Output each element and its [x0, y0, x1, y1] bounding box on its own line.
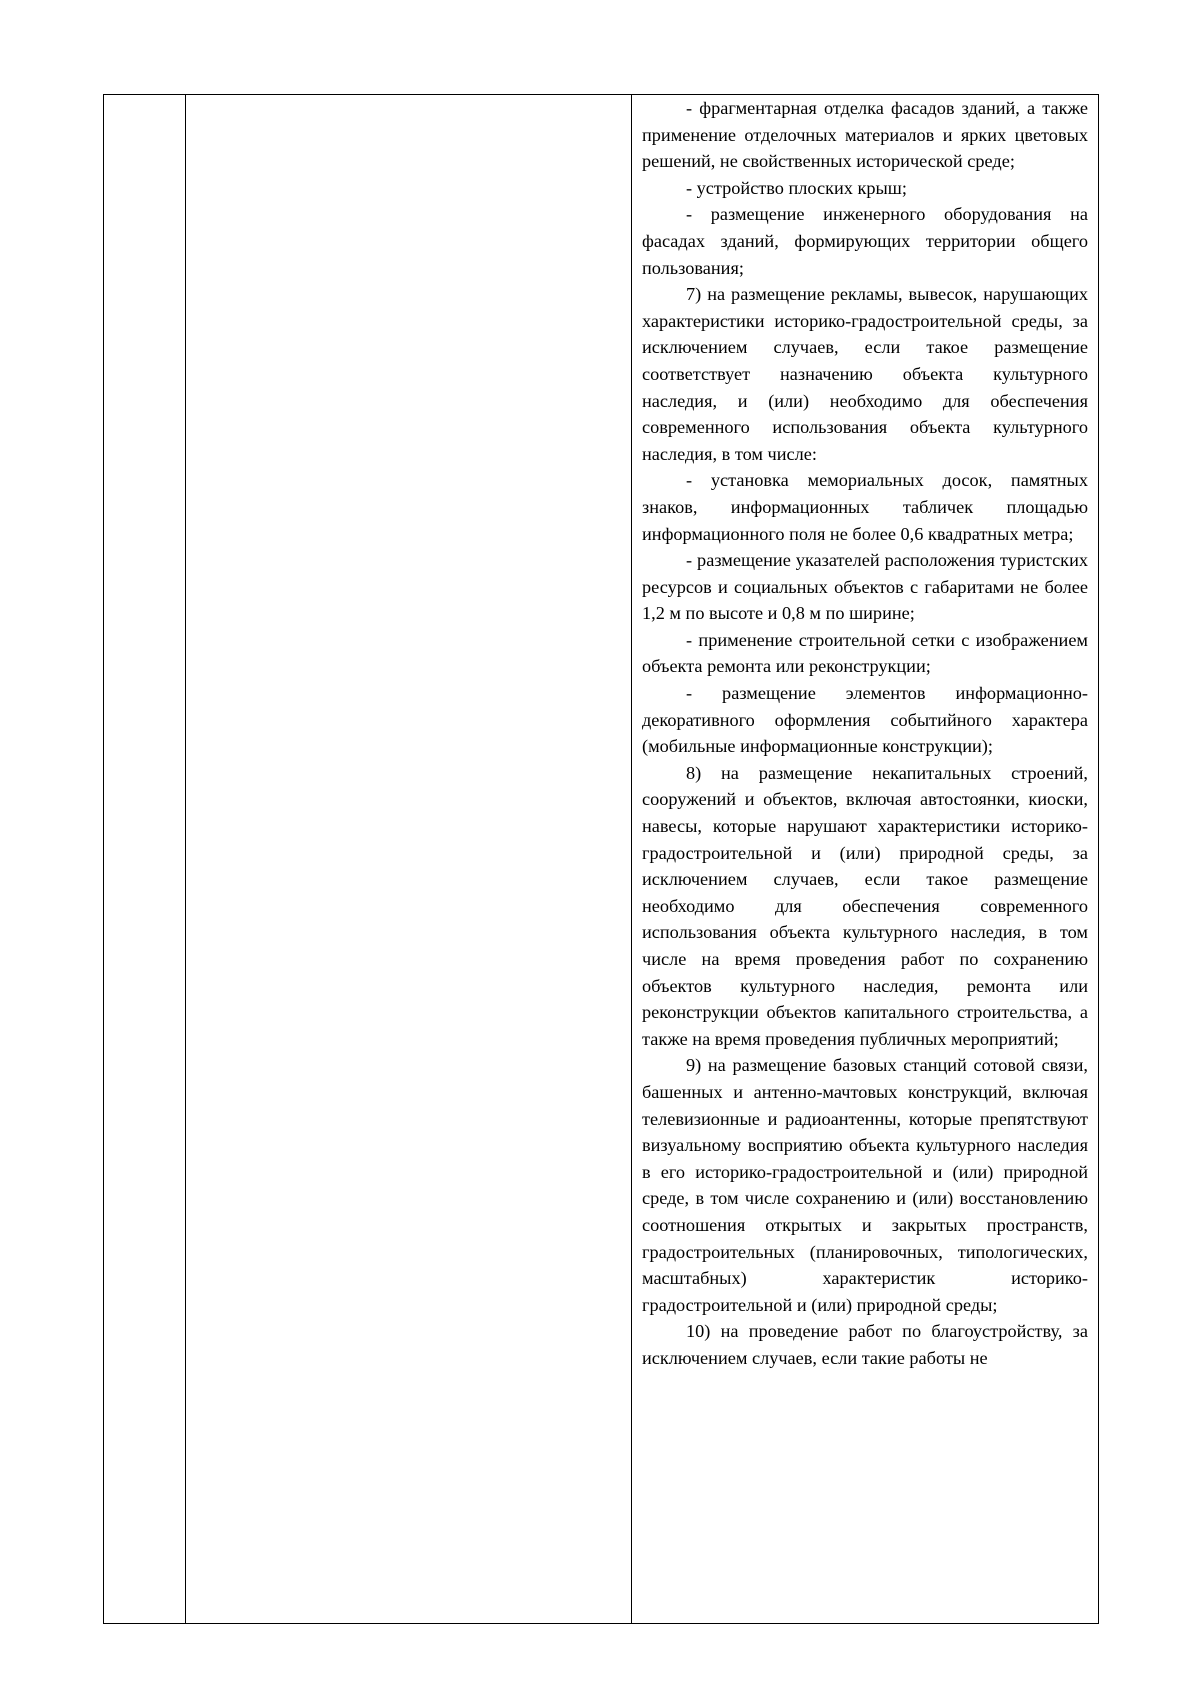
- paragraph: - размещение инженерного оборудования на фасадах зданий, формирующих территории общего пользования;: [642, 204, 1088, 278]
- paragraph: - применение строительной сетки с изображением объекта ремонта или реконструкции;: [642, 629, 1088, 677]
- table-row: [104, 95, 1099, 1624]
- paragraph: 8) на размещение некапитальных строений, сооружений и объектов, включая автостоянки, киоски, навесы, которые нарушают характеристики историко-градостроительной и (или) природной среды, за исключением случаев, если такое размещение необходимо для обеспечения современного использования объекта культурного наследия, в том числе на время проведения работ по сохранению объектов культурного наследия, ремонта или реконструкции объектов капитального строительства, а также на время проведения публичных мероприятий;: [642, 762, 1088, 1049]
- paragraph: 10) на проведение работ по благоустройству, за исключением случаев, если такие работы не: [642, 1321, 1088, 1368]
- requirements-cell: [632, 95, 1099, 1624]
- paragraph: - размещение элементов информационно-декоративного оформления событийного характера (мобильные информационные конструкции);: [642, 683, 1088, 757]
- paragraph: - устройство плоских крыш;: [686, 177, 907, 198]
- paragraph: - размещение указателей расположения туристских ресурсов и социальных объектов с габаритами не более 1,2 м по высоте и 0,8 м по ширине;: [642, 550, 1088, 624]
- paragraph: 7) на размещение рекламы, вывесок, нарушающих характеристики историко-градостроительной среды, за исключением случаев, если такое размещение соответствует назначению объекта культурного наследия, и (или) необходимо для обеспечения современного использования объекта культурного наследия, в том числе:: [642, 284, 1088, 464]
- regulations-table: [103, 94, 1099, 1624]
- zone-cell: [186, 95, 632, 1624]
- paragraph: - установка мемориальных досок, памятных знаков, информационных табличек площадью информационного поля не более 0,6 квадратных метра;: [642, 470, 1088, 544]
- number-cell: [104, 95, 186, 1624]
- paragraph: - фрагментарная отделка фасадов зданий, а также применение отделочных материалов и ярких цветовых решений, не свойственных исторической среде;: [642, 98, 1088, 172]
- paragraph: 9) на размещение базовых станций сотовой связи, башенных и антенно-мачтовых конструкций, включая телевизионные и радиоантенны, которые препятствуют визуальному восприятию объекта культурного наследия в его историко-градостроительной и (или) природной среде, в том числе сохранению и (или) восстановлению соотношения открытых и закрытых пространств, градостроительных (планировочных, типологических, масштабных) характеристик историко-градостроительной и (или) природной среды;: [642, 1055, 1088, 1315]
